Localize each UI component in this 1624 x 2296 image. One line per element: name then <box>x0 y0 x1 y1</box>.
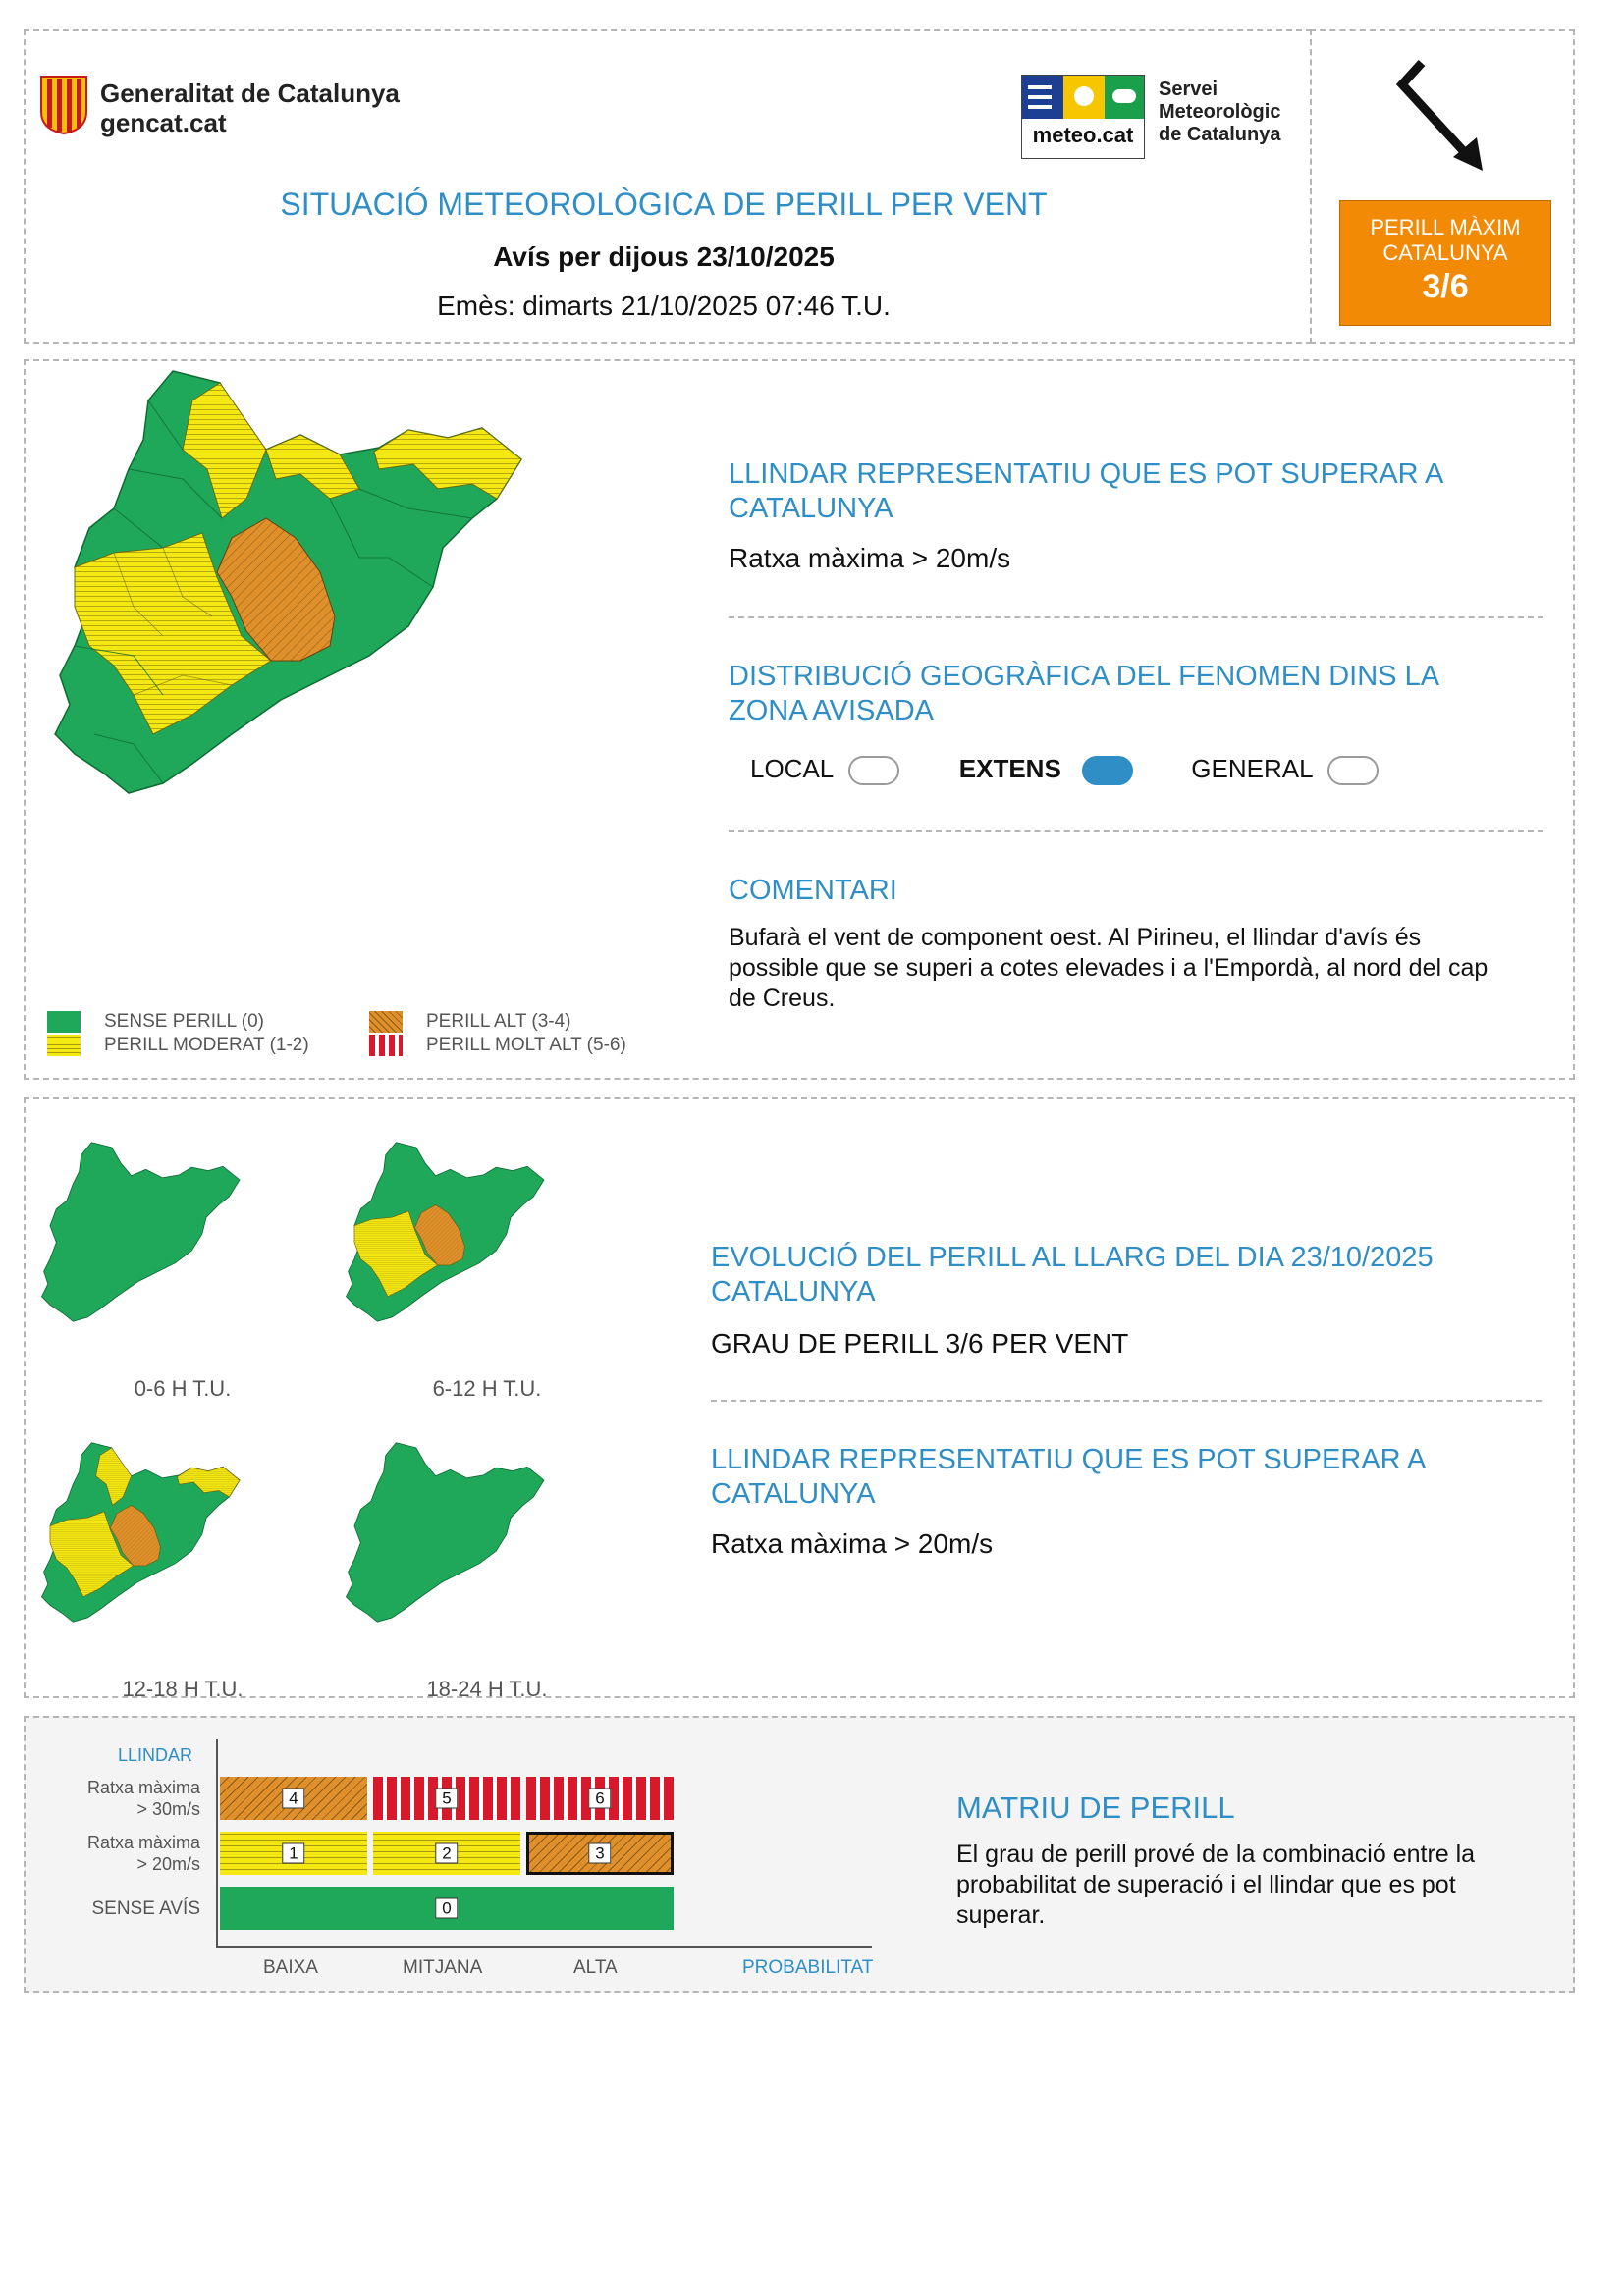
matrix-cell-3-selected: 3 <box>526 1832 674 1875</box>
legend-orange-swatch <box>369 1011 403 1033</box>
threshold-title: LLINDAR REPRESENTATIU QUE ES POT SUPERAR A CATALUNYA <box>729 458 1442 524</box>
evolution-threshold-value: Ratxa màxima > 20m/s <box>711 1528 994 1559</box>
senyera-icon <box>37 75 90 135</box>
matrix-title: MATRIU DE PERILL <box>956 1790 1235 1825</box>
gov-site: gencat.cat <box>100 108 227 137</box>
distribution-options <box>750 754 1379 785</box>
distribution-local-toggle[interactable] <box>848 756 899 785</box>
evolution-threshold-title: LLINDAR REPRESENTATIU QUE ES POT SUPERAR A CATALUNYA <box>711 1444 1425 1510</box>
generalitat-logo[interactable] <box>37 75 450 143</box>
period-label-0-6: 0-6 H T.U. <box>134 1376 232 1401</box>
matrix-y-header: LLINDAR <box>118 1745 193 1765</box>
matrix-panel <box>24 1716 1575 1993</box>
evolution-panel <box>24 1097 1575 1701</box>
legend-yellow-swatch <box>47 1035 81 1056</box>
legend-high: PERILL ALT (3-4) <box>426 1011 571 1032</box>
matrix-y-axis <box>216 1739 218 1948</box>
matrix-row-mid-label: Ratxa màxima > 20m/s <box>86 1833 200 1874</box>
matrix-row-none-label: SENSE AVÍS <box>91 1898 200 1919</box>
legend-none: SENSE PERILL (0) <box>104 1011 264 1032</box>
matrix-x-high: ALTA <box>573 1957 618 1978</box>
legend-red-swatch <box>369 1035 403 1056</box>
matrix-description: El grau de perill prové de la combinació entre la probabilitat de superació i el llindar que es pot superar. <box>956 1841 1476 1929</box>
wind-direction-arrow-icon <box>1392 55 1500 173</box>
page-title: SITUACIÓ METEOROLÒGICA DE PERILL PER VENT <box>280 187 1048 222</box>
matrix-cell-2: 2 <box>373 1832 520 1875</box>
legend-moderate: PERILL MODERAT (1-2) <box>104 1035 309 1055</box>
matrix-cell-6: 6 <box>526 1777 674 1820</box>
gov-name: Generalitat de Catalunya <box>100 79 400 108</box>
matrix-x-mid: MITJANA <box>403 1957 483 1978</box>
period-label-12-18: 12-18 H T.U. <box>122 1677 244 1701</box>
matrix-row-high-label: Ratxa màxima > 30m/s <box>86 1778 200 1819</box>
matrix-cell-1: 1 <box>220 1832 367 1875</box>
issued-date: Emès: dimarts 21/10/2025 07:46 T.U. <box>437 291 891 321</box>
matrix-x-axis <box>216 1946 872 1948</box>
map-region-green <box>41 1143 240 1321</box>
map-period-12-18 <box>33 1400 308 1665</box>
period-label-18-24: 18-24 H T.U. <box>426 1677 548 1701</box>
matrix-cell-5: 5 <box>373 1777 520 1820</box>
distribution-general-toggle[interactable] <box>1327 756 1379 785</box>
summary-panel <box>24 359 1575 1080</box>
distribution-extens-toggle[interactable] <box>1082 756 1133 785</box>
warning-date: Avís per dijous 23/10/2025 <box>493 241 835 272</box>
divider <box>711 1400 1542 1402</box>
max-danger-value: 3/6 <box>1422 268 1469 305</box>
matrix-x-header: PROBABILITAT <box>742 1957 874 1978</box>
matrix-x-low: BAIXA <box>263 1957 318 1978</box>
service-name: Servei Meteorològic de Catalunya <box>1159 79 1281 145</box>
period-label-6-12: 6-12 H T.U. <box>432 1376 542 1401</box>
threshold-value: Ratxa màxima > 20m/s <box>729 543 1011 573</box>
comment-title: COMENTARI <box>729 875 897 906</box>
map-period-0-6 <box>33 1099 308 1364</box>
header-panel <box>24 29 1312 344</box>
divider <box>729 616 1543 618</box>
main-danger-map <box>35 361 683 999</box>
distribution-local-label: LOCAL <box>750 754 834 783</box>
max-danger-badge: PERILL MÀXIM CATALUNYA 3/6 <box>1339 200 1551 326</box>
meteocat-logo[interactable] <box>1021 75 1306 163</box>
evolution-title: EVOLUCIÓ DEL PERILL AL LLARG DEL DIA 23/10/2025 CATALUNYA <box>711 1242 1434 1308</box>
sun-icon <box>1074 86 1094 106</box>
max-danger-panel <box>1310 29 1575 344</box>
matrix-cell-0: 0 <box>220 1887 674 1930</box>
map-period-6-12 <box>338 1099 613 1364</box>
distribution-general-label: GENERAL <box>1191 754 1313 783</box>
map-period-18-24 <box>338 1400 613 1665</box>
cloud-icon <box>1112 89 1136 103</box>
distribution-extens-label: EXTENS <box>958 754 1061 783</box>
legend-very-high: PERILL MOLT ALT (5-6) <box>426 1035 626 1055</box>
evolution-grade: GRAU DE PERILL 3/6 PER VENT <box>711 1328 1129 1359</box>
meteocat-emblem: meteo.cat <box>1021 75 1145 159</box>
comment-text: Bufarà el vent de component oest. Al Pirineu, el llindar d'avís és possible que se superi a cotes elevades i a l'Empordà, al nord del cap de Creus. <box>729 924 1489 1012</box>
distribution-title: DISTRIBUCIÓ GEOGRÀFICA DEL FENOMEN DINS LA ZONA AVISADA <box>729 661 1438 726</box>
legend-green-swatch <box>47 1011 81 1033</box>
map-region-green <box>346 1443 544 1622</box>
divider <box>729 830 1543 832</box>
matrix-cell-4: 4 <box>220 1777 367 1820</box>
